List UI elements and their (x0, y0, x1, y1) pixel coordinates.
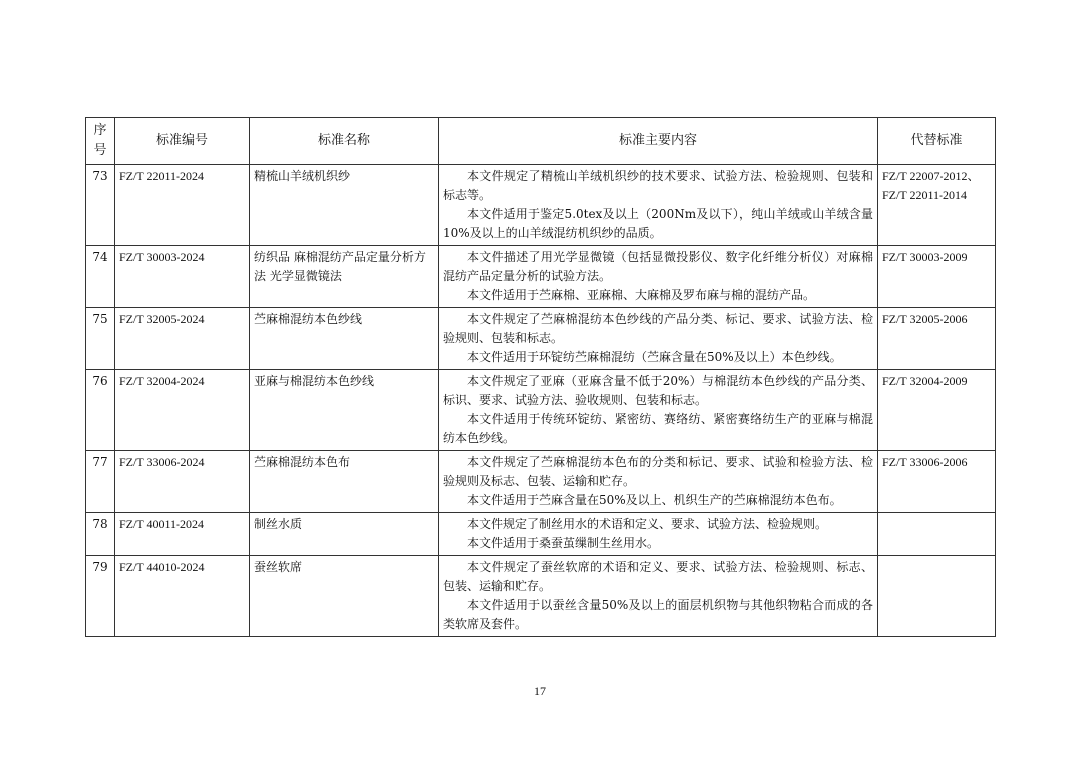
standard-code-cell: FZ/T 33006-2024 (115, 451, 250, 513)
table-row (86, 308, 996, 370)
table-row (86, 451, 996, 513)
content-paragraph: 本文件适用于以蚕丝含量50%及以上的面层机织物与其他织物粘合而成的各类软席及套件。 (443, 598, 873, 631)
content-paragraph: 本文件规定了蚕丝软席的术语和定义、要求、试验方法、检验规则、标志、包装、运输和贮存。 (443, 560, 873, 593)
replaced-standard-cell (878, 513, 996, 556)
header-replaced-standard: 代替标准 (878, 118, 996, 165)
table-body (86, 165, 996, 637)
serial-number-cell: 79 (86, 556, 115, 637)
standard-name-cell: 精梳山羊绒机织纱 (250, 165, 439, 246)
table-header-row (86, 118, 996, 165)
content-paragraph: 本文件适用于传统环锭纺、紧密纺、赛络纺、紧密赛络纺生产的亚麻与棉混纺本色纱线。 (443, 412, 873, 445)
replaced-standard-cell (878, 370, 996, 451)
header-serial-number: 序号 (86, 118, 115, 165)
content-paragraph: 本文件适用于苎麻棉、亚麻棉、大麻棉及罗布麻与棉的混纺产品。 (467, 288, 816, 302)
replaced-standard-line: FZ/T 32004-2009 (882, 374, 968, 388)
main-content-cell (439, 451, 878, 513)
standard-code-cell: FZ/T 32004-2024 (115, 370, 250, 451)
content-paragraph: 本文件适用于桑蚕茧缫制生丝用水。 (467, 536, 660, 550)
standards-table (85, 117, 996, 637)
content-paragraph: 本文件规定了苎麻棉混纺本色纱线的产品分类、标记、要求、试验方法、检验规则、包装和标志。 (443, 312, 873, 345)
content-paragraph: 本文件规定了精梳山羊绒机织纱的技术要求、试验方法、检验规则、包装和标志等。 (443, 169, 873, 202)
standard-name-cell: 制丝水质 (250, 513, 439, 556)
table-row (86, 165, 996, 246)
serial-number-cell: 77 (86, 451, 115, 513)
standard-code-cell: FZ/T 30003-2024 (115, 246, 250, 308)
header-main-content: 标准主要内容 (439, 118, 878, 165)
replaced-standard-cell (878, 556, 996, 637)
serial-number-cell: 73 (86, 165, 115, 246)
standard-name-cell: 苎麻棉混纺本色布 (250, 451, 439, 513)
standard-name-cell: 蚕丝软席 (250, 556, 439, 637)
replaced-standard-cell (878, 165, 996, 246)
content-paragraph: 本文件规定了制丝用水的术语和定义、要求、试验方法、检验规则。 (467, 517, 828, 531)
content-paragraph: 本文件适用于环锭纺苎麻棉混纺（苎麻含量在50%及以上）本色纱线。 (467, 350, 842, 364)
page-number: 17 (534, 684, 546, 698)
standard-code-cell: FZ/T 44010-2024 (115, 556, 250, 637)
content-paragraph: 本文件规定了苎麻棉混纺本色布的分类和标记、要求、试验和检验方法、检验规则及标志、包装、运输和贮存。 (443, 455, 873, 488)
content-paragraph: 本文件规定了亚麻（亚麻含量不低于20%）与棉混纺本色纱线的产品分类、标识、要求、试验方法、验收规则、包装和标志。 (443, 374, 873, 407)
table-row (86, 556, 996, 637)
replaced-standard-line: FZ/T 32005-2006 (882, 312, 968, 326)
serial-number-cell: 74 (86, 246, 115, 308)
content-paragraph: 本文件适用于鉴定5.0tex及以上（200Nm及以下），纯山羊绒或山羊绒含量10%及以上的山羊绒混纺机织纱的品质。 (443, 207, 873, 240)
standard-name-cell: 纺织品 麻棉混纺产品定量分析方法 光学显微镜法 (250, 246, 439, 308)
main-content-cell (439, 556, 878, 637)
table-row (86, 246, 996, 308)
table-row (86, 513, 996, 556)
replaced-standard-line: FZ/T 22011-2014 (882, 188, 968, 202)
main-content-cell (439, 165, 878, 246)
content-paragraph: 本文件描述了用光学显微镜（包括显微投影仪、数字化纤维分析仪）对麻棉混纺产品定量分析的试验方法。 (443, 250, 873, 283)
standard-code-cell: FZ/T 32005-2024 (115, 308, 250, 370)
main-content-cell (439, 246, 878, 308)
replaced-standard-line: FZ/T 22007-2012、 (882, 169, 980, 183)
serial-number-cell: 78 (86, 513, 115, 556)
content-paragraph: 本文件适用于苎麻含量在50%及以上、机织生产的苎麻棉混纺本色布。 (467, 493, 842, 507)
main-content-cell (439, 513, 878, 556)
replaced-standard-line: FZ/T 30003-2009 (882, 250, 968, 264)
main-content-cell (439, 370, 878, 451)
replaced-standard-line: FZ/T 33006-2006 (882, 455, 968, 469)
standard-name-cell: 苎麻棉混纺本色纱线 (250, 308, 439, 370)
header-standard-code: 标准编号 (115, 118, 250, 165)
standard-code-cell: FZ/T 40011-2024 (115, 513, 250, 556)
replaced-standard-cell (878, 451, 996, 513)
table-row (86, 370, 996, 451)
replaced-standard-cell (878, 246, 996, 308)
main-content-cell (439, 308, 878, 370)
header-standard-name: 标准名称 (250, 118, 439, 165)
standard-name-cell: 亚麻与棉混纺本色纱线 (250, 370, 439, 451)
serial-number-cell: 76 (86, 370, 115, 451)
replaced-standard-cell (878, 308, 996, 370)
serial-number-cell: 75 (86, 308, 115, 370)
standard-code-cell: FZ/T 22011-2024 (115, 165, 250, 246)
